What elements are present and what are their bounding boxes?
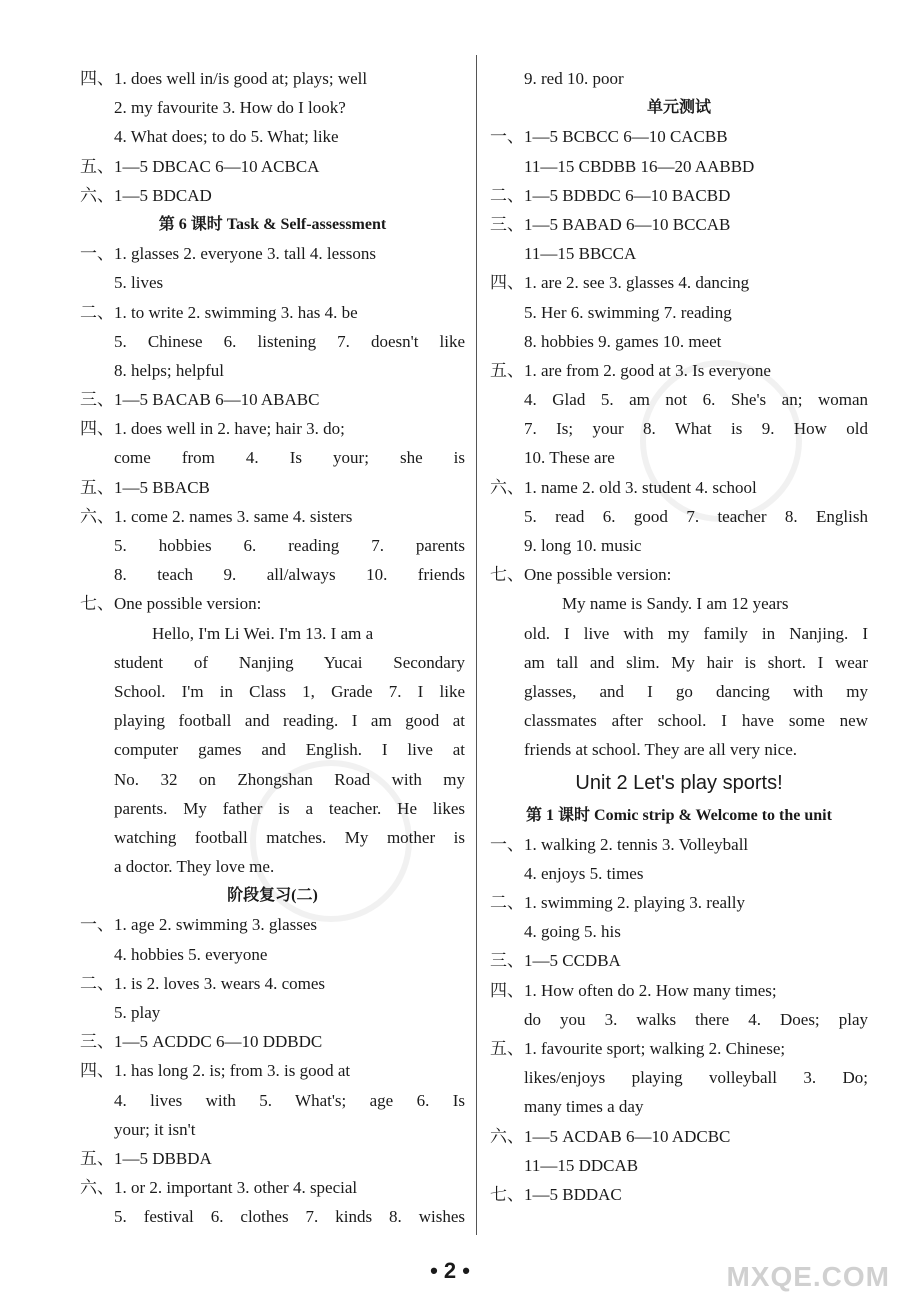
answer-line: 三、1—5 BACAB 6—10 ABABC: [80, 390, 320, 410]
answer-line: 11—15 CBDBB 16—20 AABBD: [524, 156, 755, 176]
answer-line: 9. red 10. poor: [524, 69, 624, 88]
answer-line: 一、1—5 BCBCC 6—10 CACBB: [490, 127, 728, 147]
answer-line: do you 3. walks there 4. Does; play: [524, 1009, 868, 1029]
answer-line: 五、1—5 DBBDA: [80, 1148, 212, 1168]
answer-line: 三、1—5 ACDDC 6—10 DDBDC: [80, 1032, 323, 1052]
answer-line: 七、1—5 BDDAC: [490, 1184, 622, 1204]
answer-line: 5. play: [114, 1003, 161, 1022]
answer-line: come from 4. Is your; she is: [114, 448, 465, 468]
answer-line: 5. festival 6. clothes 7. kinds 8. wishes: [114, 1207, 465, 1227]
answer-line: 二、1. to write 2. swimming 3. has 4. be: [80, 302, 358, 322]
answer-line: 二、1—5 BDBDC 6—10 BACBD: [490, 185, 731, 205]
right-column: [490, 64, 868, 1209]
section-heading: 单元测试: [646, 99, 711, 117]
section-heading: 阶段复习(二): [227, 887, 318, 905]
answer-line: 二、1. swimming 2. playing 3. really: [490, 893, 745, 913]
answer-line: 五、1—5 BBACB: [80, 477, 210, 497]
answer-line: 六、1. or 2. important 3. other 4. special: [80, 1178, 358, 1198]
answer-line: Hello, I'm Li Wei. I'm 13. I am a: [152, 623, 374, 643]
answer-line: 五、1—5 DBCAC 6—10 ACBCA: [80, 156, 320, 176]
answer-line: playing football and reading. I am good at: [114, 711, 465, 731]
answer-line: 一、1. glasses 2. everyone 3. tall 4. lessons: [80, 244, 377, 264]
answer-line: 七、One possible version:: [490, 565, 672, 585]
answer-line: 8. hobbies 9. games 10. meet: [524, 331, 722, 351]
answer-line: am tall and slim. My hair is short. I wear: [524, 652, 868, 672]
answer-line: 11—15 DDCAB: [524, 1155, 639, 1175]
answer-line: 4. What does; to do 5. What; like: [114, 127, 339, 147]
answer-line: many times a day: [524, 1097, 644, 1117]
answer-line: 四、1. How often do 2. How many times;: [490, 980, 777, 1000]
answer-line: 六、1—5 BDCAD: [80, 185, 212, 205]
answer-line: No. 32 on Zhongshan Road with my: [114, 769, 465, 789]
answer-line: 五、1. favourite sport; walking 2. Chinese;: [490, 1039, 786, 1058]
answer-line: watching football matches. My mother is: [114, 827, 465, 847]
answer-line: 4. Glad 5. am not 6. She's an; woman: [524, 390, 868, 410]
answer-line: 六、1—5 ACDAB 6—10 ADCBC: [490, 1126, 731, 1146]
answer-line: parents. My father is a teacher. He likes: [114, 798, 465, 818]
answer-line: old. I live with my family in Nanjing. I: [524, 623, 868, 643]
answer-line: 一、1. walking 2. tennis 3. Volleyball: [490, 834, 749, 854]
answer-line: a doctor. They love me.: [114, 857, 275, 877]
answer-line: 5. Chinese 6. listening 7. doesn't like: [114, 331, 465, 351]
answer-line: 2. my favourite 3. How do I look?: [114, 98, 346, 118]
answer-line: 5. Her 6. swimming 7. reading: [524, 302, 732, 322]
answer-line: 9. long 10. music: [524, 536, 642, 555]
section-heading: 第 6 课时 Task & Self-assessment: [158, 215, 387, 233]
answer-line: 4. lives with 5. What's; age 6. Is: [114, 1090, 465, 1110]
section-heading: Unit 2 Let's play sports!: [575, 771, 783, 794]
answer-line: 5. hobbies 6. reading 7. parents: [114, 536, 465, 555]
answer-line: School. I'm in Class 1, Grade 7. I like: [114, 681, 465, 701]
answer-line: 三、1—5 CCDBA: [490, 951, 621, 971]
answer-line: 5. read 6. good 7. teacher 8. English: [524, 506, 868, 526]
answer-line: 4. going 5. his: [524, 922, 621, 942]
page-number: • 2 •: [430, 1258, 470, 1283]
answer-line: 8. teach 9. all/always 10. friends: [114, 565, 465, 585]
answer-line: student of Nanjing Yucai Secondary: [114, 652, 465, 672]
answer-line: your; it isn't: [114, 1119, 196, 1139]
answer-line: 二、1. is 2. loves 3. wears 4. comes: [80, 973, 326, 993]
answer-line: 五、1. are from 2. good at 3. Is everyone: [490, 360, 771, 380]
column-divider: [476, 55, 477, 1235]
answer-line: 4. enjoys 5. times: [524, 863, 644, 883]
left-column: [80, 64, 465, 1232]
answer-line: 7. Is; your 8. What is 9. How old: [524, 419, 868, 439]
answer-line: 六、1. come 2. names 3. same 4. sisters: [80, 506, 353, 526]
section-heading: 第 1 课时 Comic strip & Welcome to the unit: [526, 806, 832, 824]
site-watermark: MXQE.COM: [726, 1261, 890, 1292]
answer-line: 六、1. name 2. old 3. student 4. school: [490, 477, 757, 497]
answer-line: likes/enjoys playing volleyball 3. Do;: [524, 1068, 868, 1088]
answer-line: 四、1. has long 2. is; from 3. is good at: [80, 1061, 351, 1081]
answer-line: 8. helps; helpful: [114, 360, 225, 380]
answer-line: glasses, and I go dancing with my: [524, 681, 868, 701]
answer-line: 七、One possible version:: [80, 594, 262, 614]
answer-line: My name is Sandy. I am 12 years: [562, 594, 789, 614]
answer-line: 4. hobbies 5. everyone: [114, 944, 268, 964]
answer-line: 10. These are: [524, 448, 615, 468]
answer-line: 一、1. age 2. swimming 3. glasses: [80, 915, 318, 935]
answer-line: 三、1—5 BABAD 6—10 BCCAB: [490, 214, 731, 234]
answer-line: 四、1. are 2. see 3. glasses 4. dancing: [490, 273, 750, 293]
answer-line: friends at school. They are all very nice.: [524, 740, 797, 760]
answer-line: computer games and English. I live at: [114, 740, 465, 760]
answer-line: classmates after school. I have some new: [524, 711, 868, 731]
answer-line: 四、1. does well in/is good at; plays; well: [80, 69, 368, 88]
answer-line: 11—15 BBCCA: [524, 244, 637, 264]
answer-line: 四、1. does well in 2. have; hair 3. do;: [80, 419, 345, 439]
answer-line: 5. lives: [114, 273, 164, 293]
